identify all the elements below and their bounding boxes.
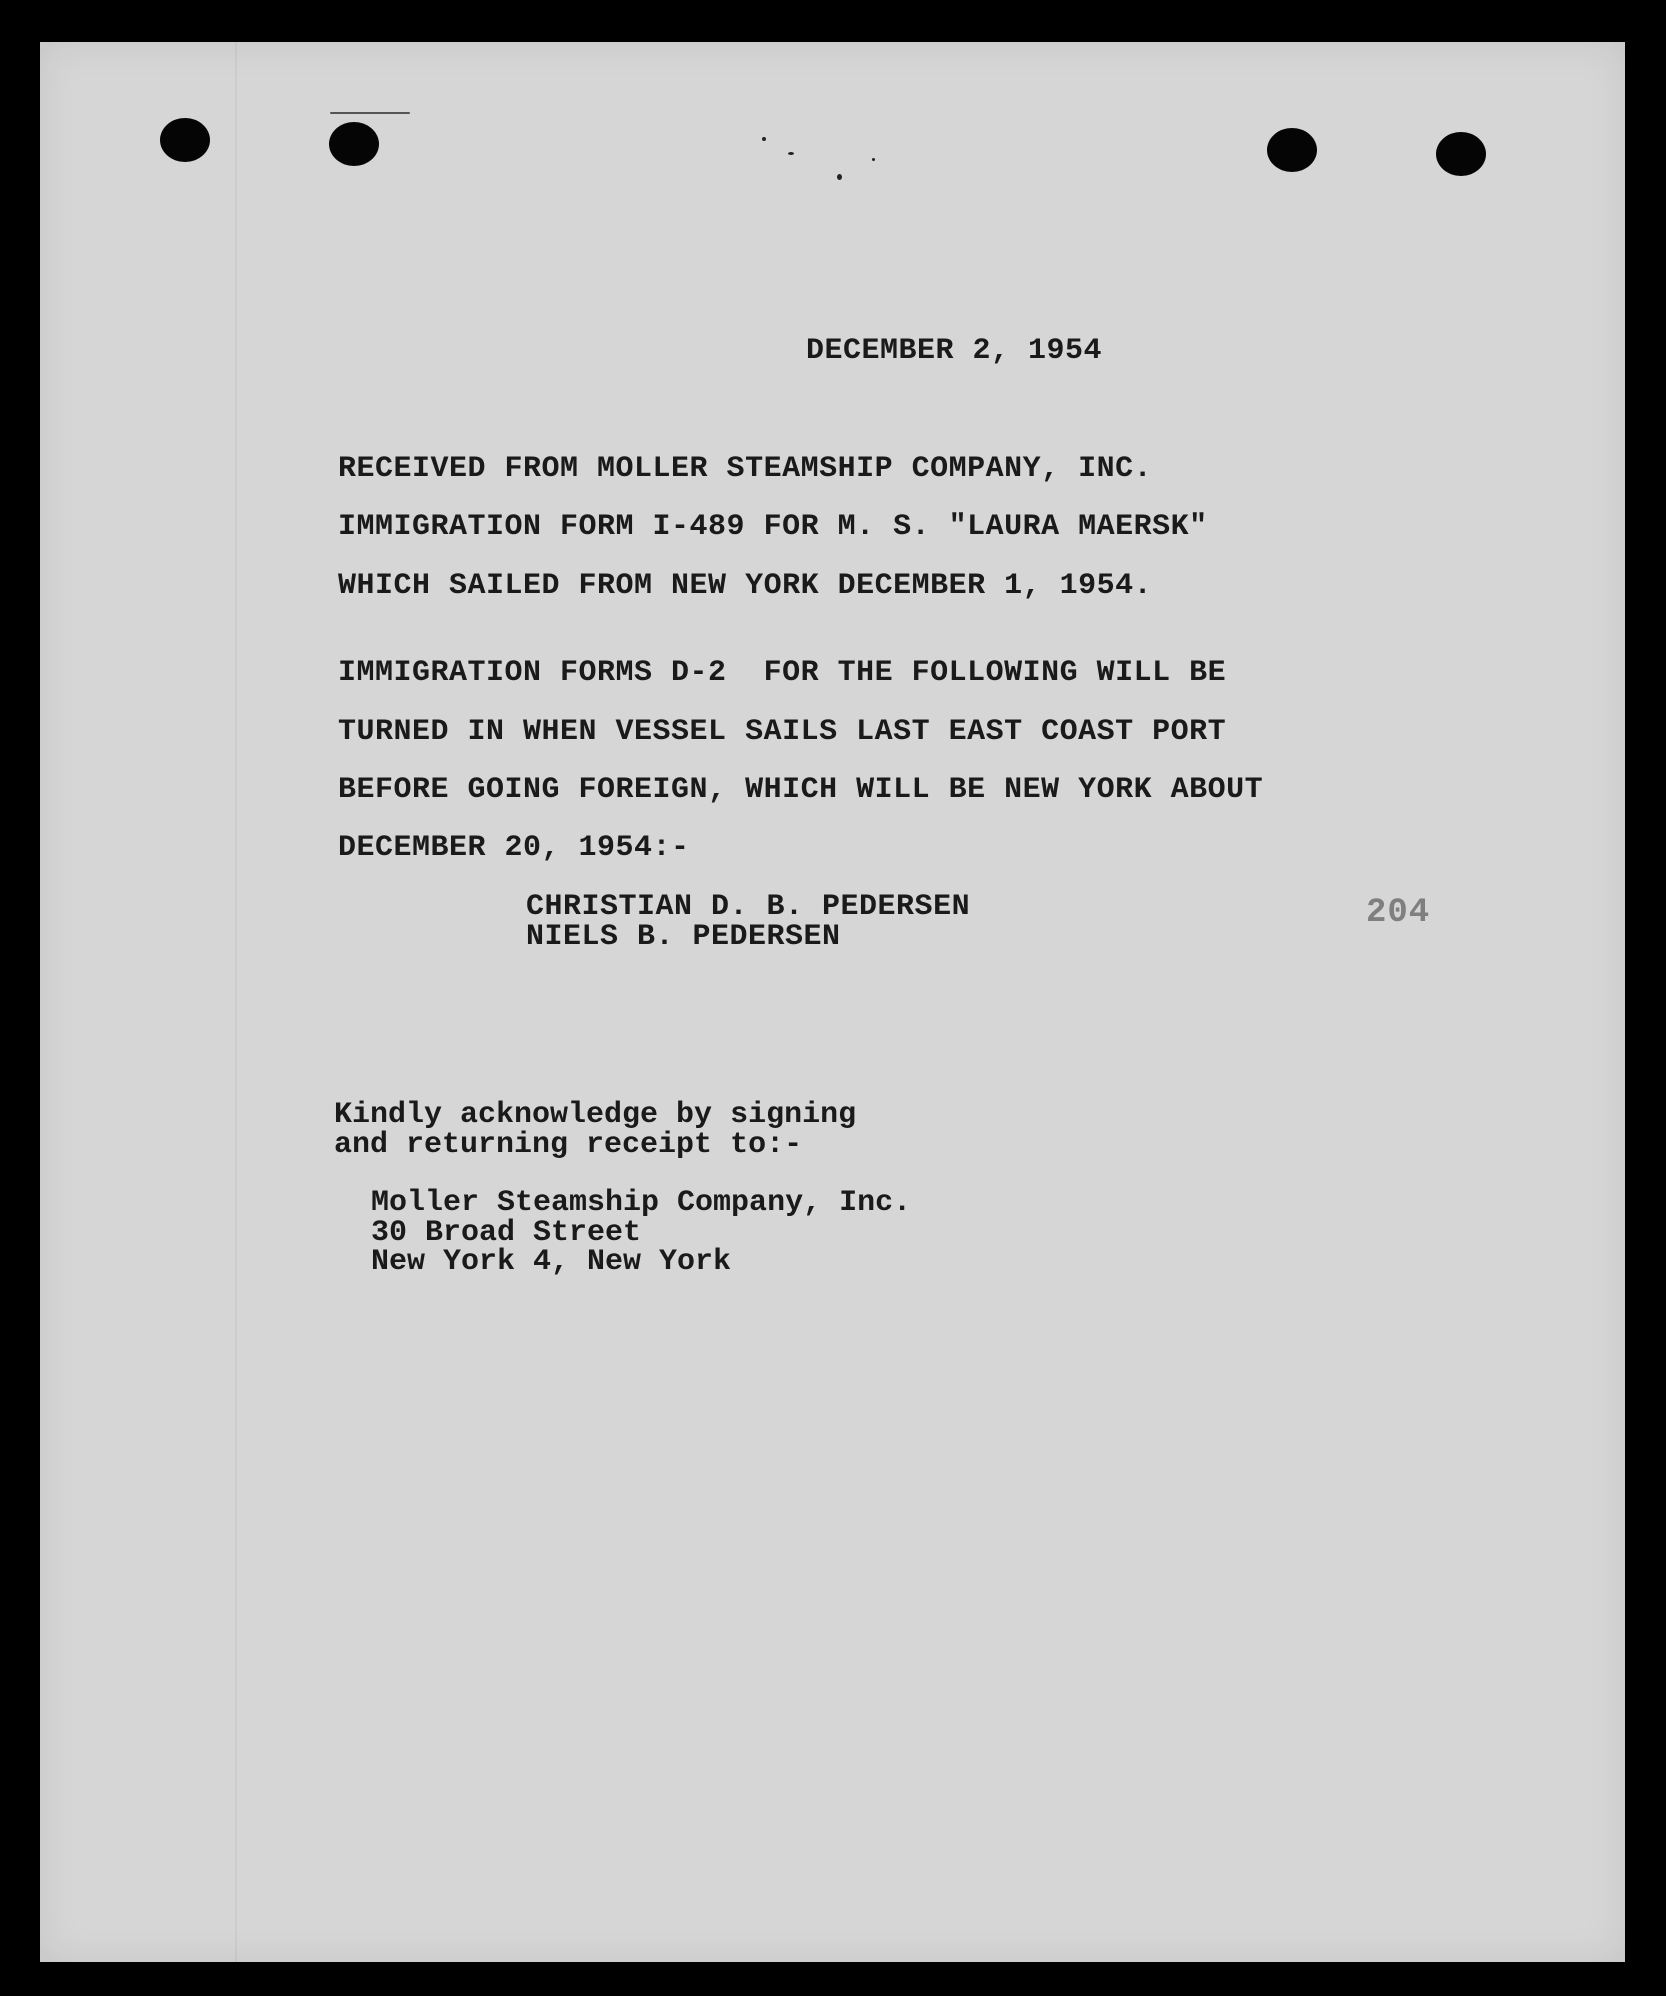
page-number-stamp: 204 xyxy=(1366,894,1431,932)
receipt-line-1: RECEIVED FROM MOLLER STEAMSHIP COMPANY, INC. xyxy=(338,452,1153,486)
acknowledge-line-1: Kindly acknowledge by signing xyxy=(334,1098,857,1132)
forms-line-4: DECEMBER 20, 1954:- xyxy=(338,831,690,865)
punch-hole-3 xyxy=(1267,128,1317,172)
receipt-line-3: WHICH SAILED FROM NEW YORK DECEMBER 1, 1954. xyxy=(338,569,1153,603)
crew-name-2: NIELS B. PEDERSEN xyxy=(526,920,841,954)
receipt-line-2: IMMIGRATION FORM I-489 FOR M. S. "LAURA MAERSK" xyxy=(338,510,1208,544)
ink-speck xyxy=(762,137,766,141)
punch-hole-2 xyxy=(329,122,379,166)
address-line-2: 30 Broad Street xyxy=(371,1216,642,1250)
paper-crease xyxy=(235,42,237,1962)
crew-name-1: CHRISTIAN D. B. PEDERSEN xyxy=(526,890,971,924)
ink-speck xyxy=(330,112,410,114)
letter-date: DECEMBER 2, 1954 xyxy=(806,334,1103,368)
forms-line-1: IMMIGRATION FORMS D-2 FOR THE FOLLOWING WILL BE xyxy=(338,656,1227,690)
paper-sheet xyxy=(40,42,1625,1962)
ink-speck xyxy=(837,174,842,180)
punch-hole-1 xyxy=(160,118,210,162)
forms-line-2: TURNED IN WHEN VESSEL SAILS LAST EAST COAST PORT xyxy=(338,715,1227,749)
address-line-1: Moller Steamship Company, Inc. xyxy=(371,1186,912,1220)
address-line-3: New York 4, New York xyxy=(371,1245,732,1279)
ink-speck xyxy=(872,158,875,161)
acknowledge-line-2: and returning receipt to:- xyxy=(334,1128,803,1162)
ink-speck xyxy=(788,152,794,155)
punch-hole-4 xyxy=(1436,132,1486,176)
forms-line-3: BEFORE GOING FOREIGN, WHICH WILL BE NEW YORK ABOUT xyxy=(338,773,1264,807)
